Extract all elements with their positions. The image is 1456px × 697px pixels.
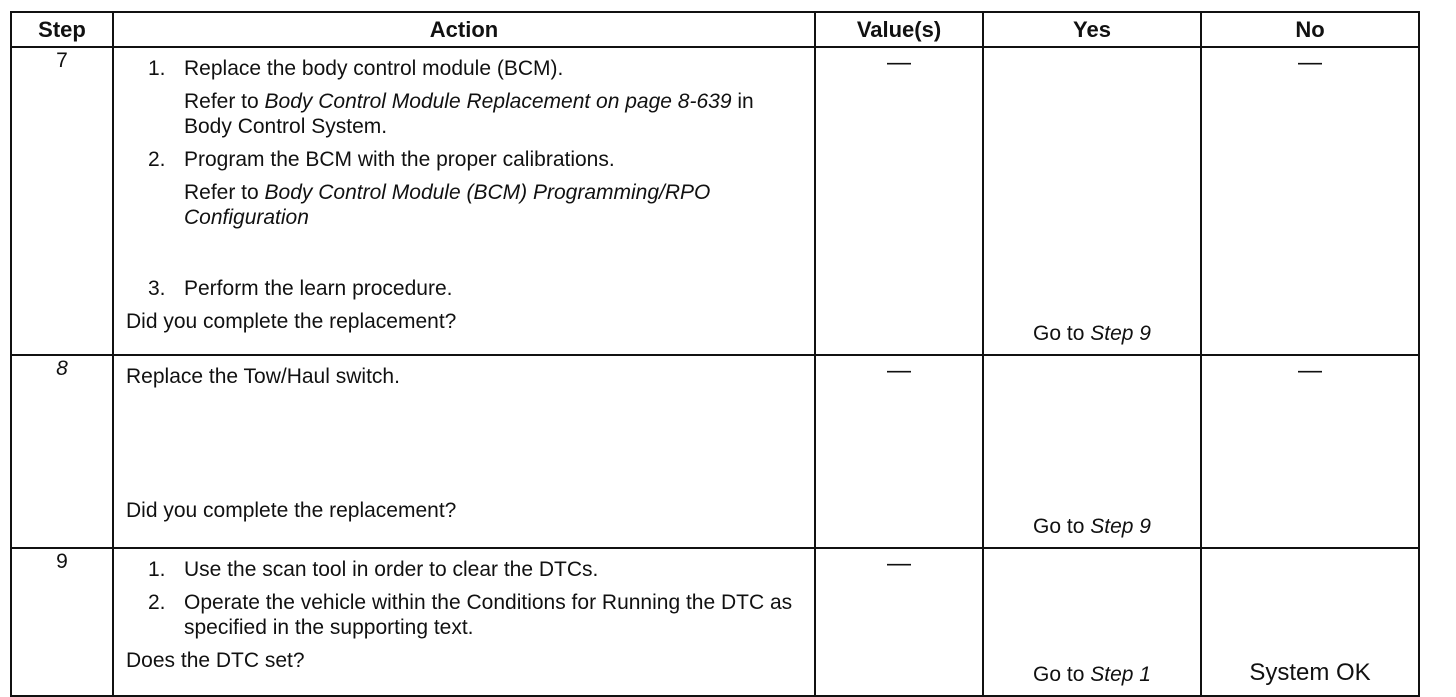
diagnostic-table — [10, 11, 1420, 697]
header-no: No — [1201, 12, 1419, 47]
yes-prefix: Go to — [1033, 663, 1091, 686]
yes-cell — [983, 548, 1201, 696]
values-cell: — — [815, 47, 983, 355]
item-text: Replace the body control module (BCM). — [184, 57, 564, 80]
step-number: 9 — [11, 548, 113, 696]
action-cell — [113, 355, 815, 548]
no-cell: — — [1201, 47, 1419, 355]
reference-text — [126, 180, 804, 230]
item-number: 1. — [148, 558, 166, 581]
reference-link[interactable]: Body Control Module (BCM) Programming/RPO Configuration — [184, 181, 711, 229]
yes-cell — [983, 355, 1201, 548]
list-item — [126, 557, 804, 582]
header-step: Step — [11, 12, 113, 47]
list-item — [126, 147, 804, 172]
values-cell: — — [815, 355, 983, 548]
item-number: 2. — [148, 148, 166, 171]
list-item — [126, 276, 804, 301]
item-text: Operate the vehicle within the Conditions for Running the DTC as specified in the supporting text. — [184, 591, 793, 639]
no-cell: System OK — [1201, 548, 1419, 696]
goto-step-link[interactable]: Step 1 — [1090, 663, 1151, 686]
header-values: Value(s) — [815, 12, 983, 47]
refer-prefix: Refer to — [184, 181, 265, 204]
item-number: 2. — [148, 591, 166, 614]
question-text: Does the DTC set? — [126, 649, 305, 672]
table-row-step-8 — [11, 355, 1419, 548]
goto-step-link[interactable]: Step 9 — [1090, 515, 1151, 538]
question-text: Did you complete the replacement? — [126, 499, 457, 522]
yes-prefix: Go to — [1033, 515, 1091, 538]
table-row-step-7 — [11, 47, 1419, 355]
item-text: Perform the learn procedure. — [184, 277, 453, 300]
table-row-step-9 — [11, 548, 1419, 696]
yes-action — [984, 515, 1200, 539]
list-item — [126, 590, 804, 640]
yes-cell — [983, 47, 1201, 355]
step-number: 7 — [11, 47, 113, 355]
yes-prefix: Go to — [1033, 322, 1091, 345]
reference-text — [126, 89, 804, 139]
list-item — [126, 56, 804, 81]
header-yes: Yes — [983, 12, 1201, 47]
question-text: Did you complete the replacement? — [126, 310, 457, 333]
item-text: Use the scan tool in order to clear the DTCs. — [184, 558, 599, 581]
refer-prefix: Refer to — [184, 90, 265, 113]
item-number: 3. — [148, 277, 166, 300]
no-cell: — — [1201, 355, 1419, 548]
values-cell: — — [815, 548, 983, 696]
goto-step-link[interactable]: Step 9 — [1090, 322, 1151, 345]
header-row — [11, 12, 1419, 47]
yes-action — [984, 322, 1200, 346]
action-cell — [113, 47, 815, 355]
yes-action — [984, 663, 1200, 687]
header-action: Action — [113, 12, 815, 47]
item-number: 1. — [148, 57, 166, 80]
action-text: Replace the Tow/Haul switch. — [126, 365, 400, 388]
item-text: Program the BCM with the proper calibrations. — [184, 148, 615, 171]
refer-suffix: in Body Control System. — [184, 90, 754, 138]
reference-link[interactable]: Body Control Module Replacement on page 8-639 — [264, 90, 732, 113]
action-cell — [113, 548, 815, 696]
step-number: 8 — [11, 355, 113, 548]
